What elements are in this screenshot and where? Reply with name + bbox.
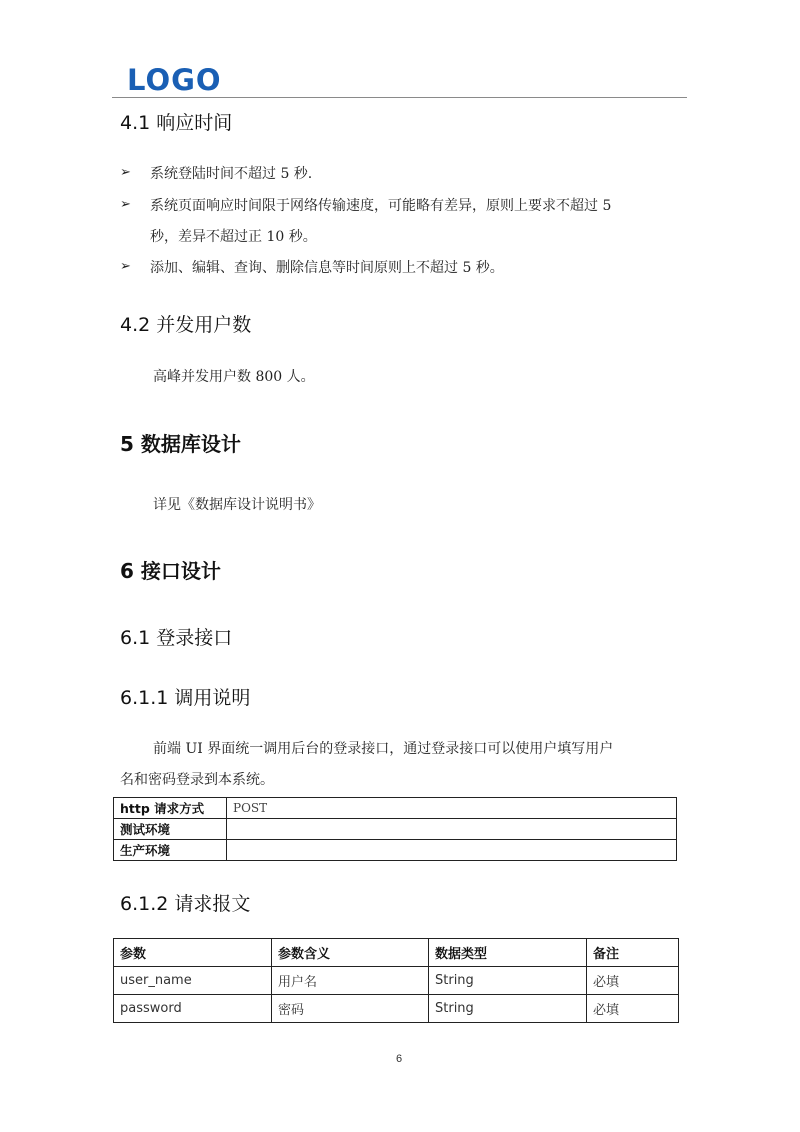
heading-4-1: 4.1 响应时间 — [120, 112, 233, 134]
table-cell: String — [429, 995, 587, 1023]
table-cell: 用户名 — [272, 967, 429, 995]
heading-6-1: 6.1 登录接口 — [120, 627, 233, 649]
table-row — [114, 798, 677, 819]
table-row — [114, 840, 677, 861]
bullet-text-3: 添加、编辑、查询、删除信息等时间原则上不超过 5 秒。 — [150, 260, 504, 276]
table-cell: password — [114, 995, 272, 1023]
table-cell: user_name — [114, 967, 272, 995]
logo — [127, 64, 227, 94]
table-row — [114, 819, 677, 840]
heading-6: 6 接口设计 — [120, 559, 221, 583]
table-row — [114, 967, 679, 995]
header-divider — [112, 97, 687, 98]
table-cell: 密码 — [272, 995, 429, 1023]
column-header: 参数含义 — [272, 939, 429, 967]
arrow-bullet-icon: ➢ — [120, 197, 131, 212]
heading-5: 5 数据库设计 — [120, 432, 241, 456]
column-header: 数据类型 — [429, 939, 587, 967]
paragraph-5: 详见《数据库设计说明书》 — [153, 497, 321, 513]
table-label-cell: 测试环境 — [114, 819, 227, 840]
table-cell: 必填 — [587, 995, 679, 1023]
table-header-row — [114, 939, 679, 967]
bullet-text-2-cont: 秒，差异不超过正 10 秒。 — [150, 229, 317, 245]
paragraph-6-1-1-line1: 前端 UI 界面统一调用后台的登录接口，通过登录接口可以使用户填写用户 — [153, 741, 614, 757]
table-value-cell — [227, 840, 677, 861]
page-number: 6 — [396, 1053, 403, 1065]
heading-6-1-2: 6.1.2 请求报文 — [120, 893, 251, 915]
bullet-text-2: 系统页面响应时间限于网络传输速度，可能略有差异，原则上要求不超过 5 — [150, 198, 612, 214]
table-cell: String — [429, 967, 587, 995]
heading-6-1-1: 6.1.1 调用说明 — [120, 687, 251, 709]
table-cell: 必填 — [587, 967, 679, 995]
table-value-cell: POST — [227, 798, 677, 819]
paragraph-4-2: 高峰并发用户数 800 人。 — [153, 369, 315, 385]
http-info-table — [113, 797, 677, 861]
arrow-bullet-icon: ➢ — [120, 165, 131, 180]
paragraph-6-1-1-line2: 名和密码登录到本系统。 — [120, 772, 274, 788]
bullet-text-1: 系统登陆时间不超过 5 秒. — [150, 166, 313, 182]
table-label-cell: http 请求方式 — [114, 798, 227, 819]
heading-4-2: 4.2 并发用户数 — [120, 314, 252, 336]
table-label-cell: 生产环境 — [114, 840, 227, 861]
column-header: 备注 — [587, 939, 679, 967]
column-header: 参数 — [114, 939, 272, 967]
request-params-table — [113, 938, 679, 1023]
arrow-bullet-icon: ➢ — [120, 259, 131, 274]
logo-text: LOGO — [127, 64, 222, 94]
table-value-cell — [227, 819, 677, 840]
table-row — [114, 995, 679, 1023]
